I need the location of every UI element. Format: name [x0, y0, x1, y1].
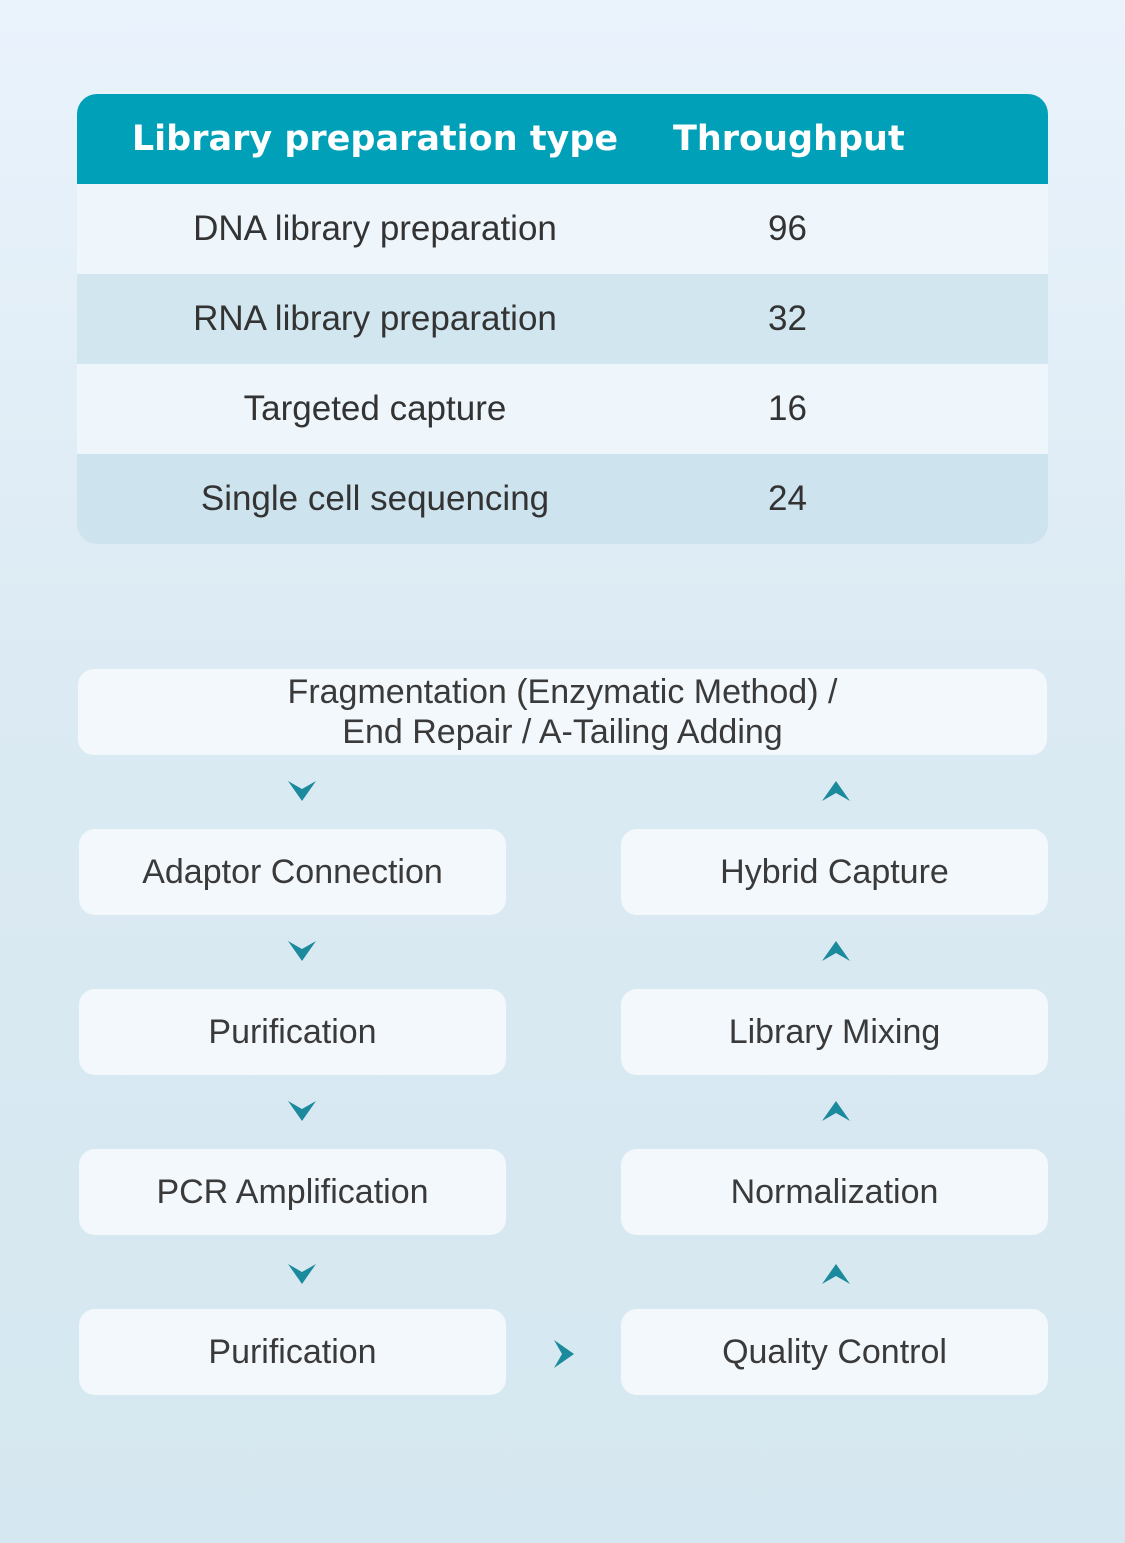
table-row [77, 454, 1048, 544]
chevron-up-icon [820, 1097, 852, 1125]
cell-type: RNA library preparation [193, 299, 557, 338]
cell-throughput: 32 [768, 299, 807, 338]
chevron-right-icon [550, 1338, 578, 1370]
cell-type: Targeted capture [243, 389, 507, 428]
cell-type: DNA library preparation [193, 209, 557, 248]
table-row [77, 184, 1048, 274]
flow-step-normalization: Normalization [621, 1149, 1048, 1235]
flow-step-purification-2: Purification [79, 1309, 506, 1395]
chevron-down-icon [286, 1260, 318, 1288]
flow-step-pcr-amplification: PCR Amplification [79, 1149, 506, 1235]
cell-type: Single cell sequencing [200, 479, 550, 518]
chevron-down-icon [286, 777, 318, 805]
flow-step-adaptor-connection: Adaptor Connection [79, 829, 506, 915]
cell-throughput: 24 [768, 479, 807, 518]
chevron-up-icon [820, 1260, 852, 1288]
chevron-down-icon [286, 937, 318, 965]
cell-throughput: 96 [768, 209, 807, 248]
chevron-down-icon [286, 1097, 318, 1125]
flow-step-quality-control: Quality Control [621, 1309, 1048, 1395]
chevron-up-icon [820, 777, 852, 805]
flow-step-fragmentation-line2: End Repair / A-Tailing Adding [342, 713, 783, 751]
flow-step-hybrid-capture: Hybrid Capture [621, 829, 1048, 915]
header-throughput: Throughput [673, 119, 905, 159]
flow-step-fragmentation-line1: Fragmentation (Enzymatic Method) / [287, 673, 838, 711]
table-row [77, 274, 1048, 364]
chevron-up-icon [820, 937, 852, 965]
flow-step-purification-1: Purification [79, 989, 506, 1075]
throughput-table [77, 94, 1048, 544]
header-library-type: Library preparation type [131, 119, 619, 159]
cell-throughput: 16 [768, 389, 807, 428]
flow-step-fragmentation [78, 669, 1047, 755]
table-header [77, 94, 1048, 184]
flow-step-library-mixing: Library Mixing [621, 989, 1048, 1075]
table-row [77, 364, 1048, 454]
